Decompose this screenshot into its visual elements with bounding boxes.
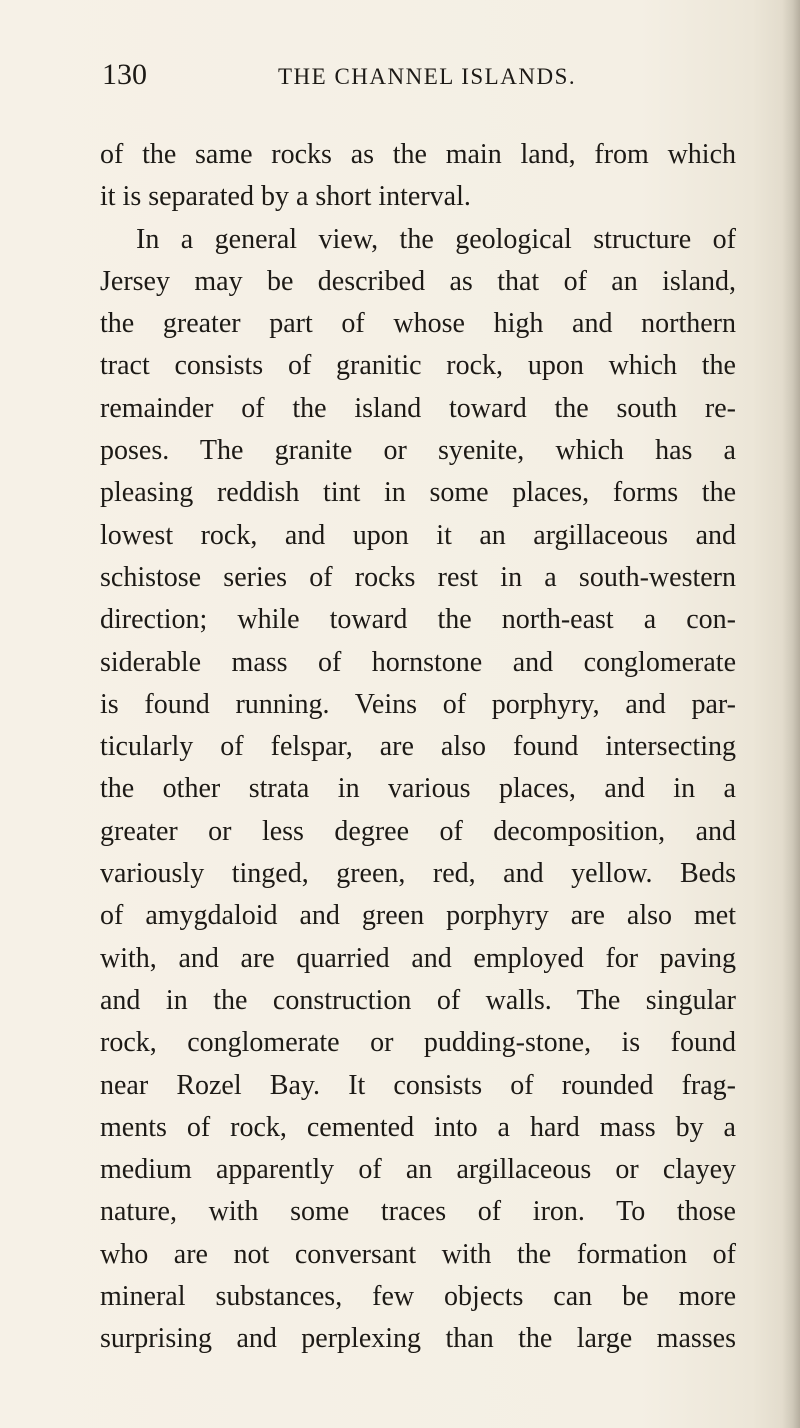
page-header <box>102 58 742 98</box>
text-line: siderable mass of hornstone and conglomerate <box>100 646 736 678</box>
text-line: ments of rock, cemented into a hard mass by a <box>100 1111 736 1143</box>
page-edge-shadow <box>782 0 800 1428</box>
text-line: is found running. Veins of porphyry, and par- <box>100 688 736 720</box>
text-line: surprising and perplexing than the large masses <box>100 1323 736 1355</box>
text-line: who are not conversant with the formation of <box>100 1238 736 1270</box>
text-line: of the same rocks as the main land, from which <box>100 139 736 170</box>
page-number: 130 <box>102 58 147 91</box>
text-line: medium apparently of an argillaceous or clayey <box>100 1154 736 1186</box>
text-line: mineral substances, few objects can be more <box>100 1281 736 1313</box>
text-line: poses. The granite or syenite, which has a <box>100 435 736 467</box>
text-line: with, and are quarried and employed for paving <box>100 942 736 974</box>
text-line: tract consists of granitic rock, upon which the <box>100 350 736 382</box>
text-line: lowest rock, and upon it an argillaceous and <box>100 519 736 551</box>
text-line: rock, conglomerate or pudding-stone, is found <box>100 1027 736 1059</box>
running-title: THE CHANNEL ISLANDS. <box>278 64 577 89</box>
text-line: direction; while toward the north-east a con- <box>100 604 736 636</box>
text-line: schistose series of rocks rest in a south-western <box>100 561 736 593</box>
text-line: variously tinged, green, red, and yellow. Beds <box>100 858 736 890</box>
text-line: and in the construction of walls. The singular <box>100 984 736 1016</box>
text-line: of amygdaloid and green porphyry are also met <box>100 900 736 932</box>
text-line: remainder of the island toward the south re- <box>100 392 736 424</box>
text-line: greater or less degree of decomposition, and <box>100 815 736 847</box>
text-line: In a general view, the geological structure of <box>136 223 736 255</box>
text-line: ticularly of felspar, are also found intersecting <box>100 731 736 763</box>
text-line: it is separated by a short interval. <box>100 181 471 213</box>
text-line: the greater part of whose high and northern <box>100 308 736 340</box>
text-line: nature, with some traces of iron. To those <box>100 1196 736 1228</box>
text-line: the other strata in various places, and in a <box>100 773 736 805</box>
text-line: Jersey may be described as that of an island, <box>100 265 736 297</box>
body-text <box>100 134 736 1361</box>
text-line: near Rozel Bay. It consists of rounded frag- <box>100 1069 736 1101</box>
text-line: pleasing reddish tint in some places, forms the <box>100 477 736 509</box>
